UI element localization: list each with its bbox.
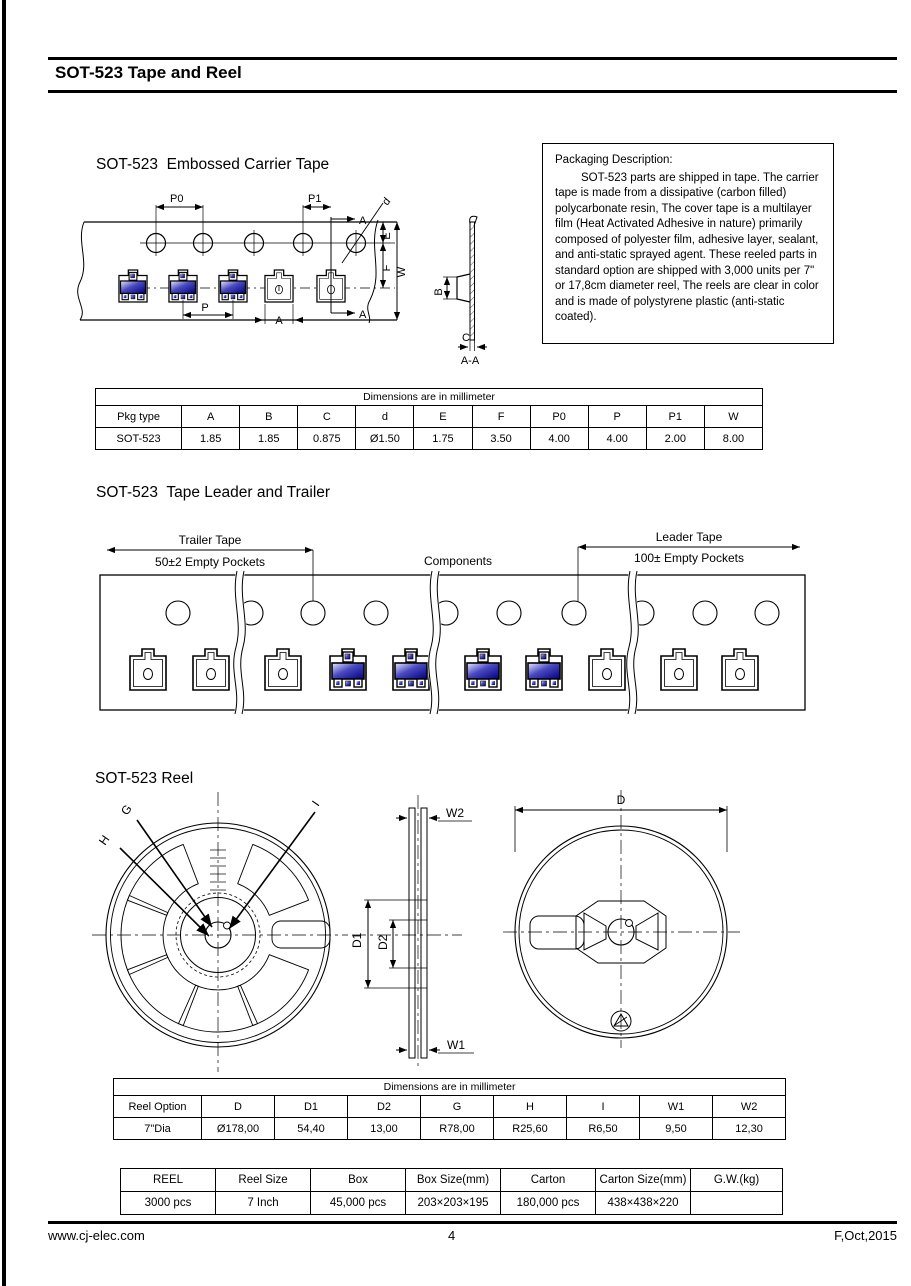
page-title: SOT-523 Tape and Reel <box>55 63 242 82</box>
col-header: Carton <box>501 1169 596 1192</box>
col-header: F <box>472 406 530 428</box>
footer-website: www.cj-elec.com <box>48 1228 145 1243</box>
col-header: P <box>588 406 646 428</box>
dim-label-w: W <box>396 266 408 278</box>
col-header: Reel Size <box>216 1169 311 1192</box>
cell: 1.75 <box>414 428 472 450</box>
cell: Ø178,00 <box>202 1118 275 1140</box>
cell: 438×438×220 <box>596 1192 691 1215</box>
trailer-pockets-label: 50±2 Empty Pockets <box>155 555 265 569</box>
cell: 4.00 <box>588 428 646 450</box>
carrier-pockets <box>119 270 345 302</box>
dim-label-d: D <box>616 793 626 807</box>
reel-side-view <box>352 795 474 1068</box>
carrier-tape-drawing <box>60 190 500 375</box>
component <box>465 649 501 690</box>
dim-label-d: d <box>380 195 394 208</box>
dim-label-w2: W2 <box>446 806 464 820</box>
lt-sprocket-holes <box>166 601 779 625</box>
cell: Ø1.50 <box>356 428 414 450</box>
lt-tape-breaks <box>234 571 639 714</box>
dim-label-h: H <box>95 832 113 848</box>
col-header: C <box>298 406 356 428</box>
col-header: G <box>421 1096 494 1118</box>
leader-pockets-label: 100± Empty Pockets <box>634 551 744 565</box>
col-header: G.W.(kg) <box>691 1169 783 1192</box>
cell: R6,50 <box>567 1118 640 1140</box>
cell: 9,50 <box>640 1118 713 1140</box>
cell: 8.00 <box>704 428 762 450</box>
reel-front-view <box>92 792 348 1072</box>
col-header: A <box>182 406 240 428</box>
cell: R78,00 <box>421 1118 494 1140</box>
cell: 180,000 pcs <box>501 1192 596 1215</box>
table-caption: Dimensions are in millimeter <box>96 389 763 406</box>
table-row <box>114 1118 786 1140</box>
packaging-description-title: Packaging Description: <box>555 154 673 166</box>
trailer-tape-label: Trailer Tape <box>178 533 242 547</box>
cell: 3.50 <box>472 428 530 450</box>
dim-label-f: F <box>381 264 393 272</box>
cell: 7 Inch <box>216 1192 311 1215</box>
component <box>393 649 429 690</box>
empty-pocket <box>265 649 301 690</box>
col-header: P1 <box>646 406 704 428</box>
col-header: D2 <box>348 1096 421 1118</box>
table-header-row <box>114 1096 786 1118</box>
cell: R25,60 <box>494 1118 567 1140</box>
col-header: Reel Option <box>114 1096 202 1118</box>
table-row <box>96 428 763 450</box>
table-header-row <box>96 406 763 428</box>
cell: 7"Dia <box>114 1118 202 1140</box>
dim-label-p0: P0 <box>170 193 184 205</box>
table-row <box>121 1192 783 1215</box>
component <box>119 270 147 302</box>
cell: 13,00 <box>348 1118 421 1140</box>
component <box>330 649 366 690</box>
col-header: I <box>567 1096 640 1118</box>
section-profile <box>443 216 487 351</box>
dim-label-c: C <box>462 332 470 344</box>
footer-rule <box>48 1221 897 1224</box>
dim-label-d1: D1 <box>350 932 364 948</box>
col-header: Box <box>311 1169 406 1192</box>
component <box>526 649 562 690</box>
dim-label-w1: W1 <box>447 1038 465 1052</box>
cell: 3000 pcs <box>121 1192 216 1215</box>
cell: 12,30 <box>713 1118 786 1140</box>
carrier-dimensions-table <box>95 388 763 450</box>
packing-table <box>120 1168 783 1215</box>
dim-label-e: E <box>381 232 393 240</box>
dim-label-p1: P1 <box>308 193 322 205</box>
components-label: Components <box>423 554 493 568</box>
cell: 4.00 <box>530 428 588 450</box>
col-header: W1 <box>640 1096 713 1118</box>
cell: SOT-523 <box>96 428 182 450</box>
dim-label-b: B <box>433 288 445 296</box>
lt-pockets <box>130 649 758 690</box>
col-header: E <box>414 406 472 428</box>
col-header: REEL <box>121 1169 216 1192</box>
empty-pocket <box>130 649 166 690</box>
header-rule-bottom <box>48 90 897 93</box>
col-header: W2 <box>713 1096 786 1118</box>
section-arrow-label-bottom: A <box>359 309 367 321</box>
page-left-edge <box>2 0 6 1286</box>
table-caption: Dimensions are in millimeter <box>114 1079 786 1096</box>
footer-page-number: 4 <box>448 1228 456 1243</box>
dim-label-d2: D2 <box>376 934 390 950</box>
header-rule-top <box>48 57 897 60</box>
footer-date: F,Oct,2015 <box>834 1228 897 1243</box>
reel-back-view <box>503 790 740 1048</box>
section-view-label: A-A <box>460 355 480 367</box>
dim-label-i: I <box>308 797 323 809</box>
cell: 45,000 pcs <box>311 1192 406 1215</box>
dim-label-g: G <box>117 802 135 818</box>
col-header: H <box>494 1096 567 1118</box>
cell: 0.875 <box>298 428 356 450</box>
cell: 1.85 <box>182 428 240 450</box>
dim-label-a-pocket: A <box>275 315 283 327</box>
col-header: W <box>704 406 762 428</box>
empty-pocket <box>193 649 229 690</box>
component <box>219 270 247 302</box>
cell: 2.00 <box>646 428 704 450</box>
leader-tape-label: Leader Tape <box>655 530 723 544</box>
section-title-reel: SOT-523 Reel <box>95 770 194 787</box>
cell: 203×203×195 <box>406 1192 501 1215</box>
dim-label-p: P <box>201 302 209 314</box>
table-header-row <box>121 1169 783 1192</box>
packaging-description-body: SOT-523 parts are shipped in tape. The carrier tape is made from a dissipative (carbon filled) polycarbonate resin, The cover tape is a multilayer film (Heat Activated Adhesive in nature) primarily composed of polyester film, adhesive layer, sealant, and anti-static sprayed agent. These reeled parts in standard option are shipped with 3,000 units per 7" or 17,8cm diameter reel, The reels are clear in color and is made of polystyrene plastic (anti-static coated). <box>555 171 819 323</box>
section-title-leader-trailer: SOT-523 Tape Leader and Trailer <box>96 484 331 501</box>
cell: 1.85 <box>240 428 298 450</box>
col-header: D <box>202 1096 275 1118</box>
empty-pocket <box>589 649 625 690</box>
reel-dimensions-table <box>113 1078 786 1140</box>
empty-pocket <box>661 649 697 690</box>
empty-pocket <box>722 649 758 690</box>
reel-drawing <box>60 785 850 1077</box>
component <box>169 270 197 302</box>
col-header: Carton Size(mm) <box>596 1169 691 1192</box>
section-title-carrier-tape: SOT-523 Embossed Carrier Tape <box>96 156 330 173</box>
section-arrow-label-top: A <box>359 215 367 227</box>
col-header: P0 <box>530 406 588 428</box>
col-header: d <box>356 406 414 428</box>
col-header: Box Size(mm) <box>406 1169 501 1192</box>
cell <box>691 1192 783 1215</box>
col-header: Pkg type <box>96 406 182 428</box>
packaging-description-box <box>542 143 834 344</box>
sprocket-holes <box>147 205 366 256</box>
col-header: B <box>240 406 298 428</box>
cell: 54,40 <box>275 1118 348 1140</box>
leader-trailer-drawing <box>95 525 810 717</box>
col-header: D1 <box>275 1096 348 1118</box>
